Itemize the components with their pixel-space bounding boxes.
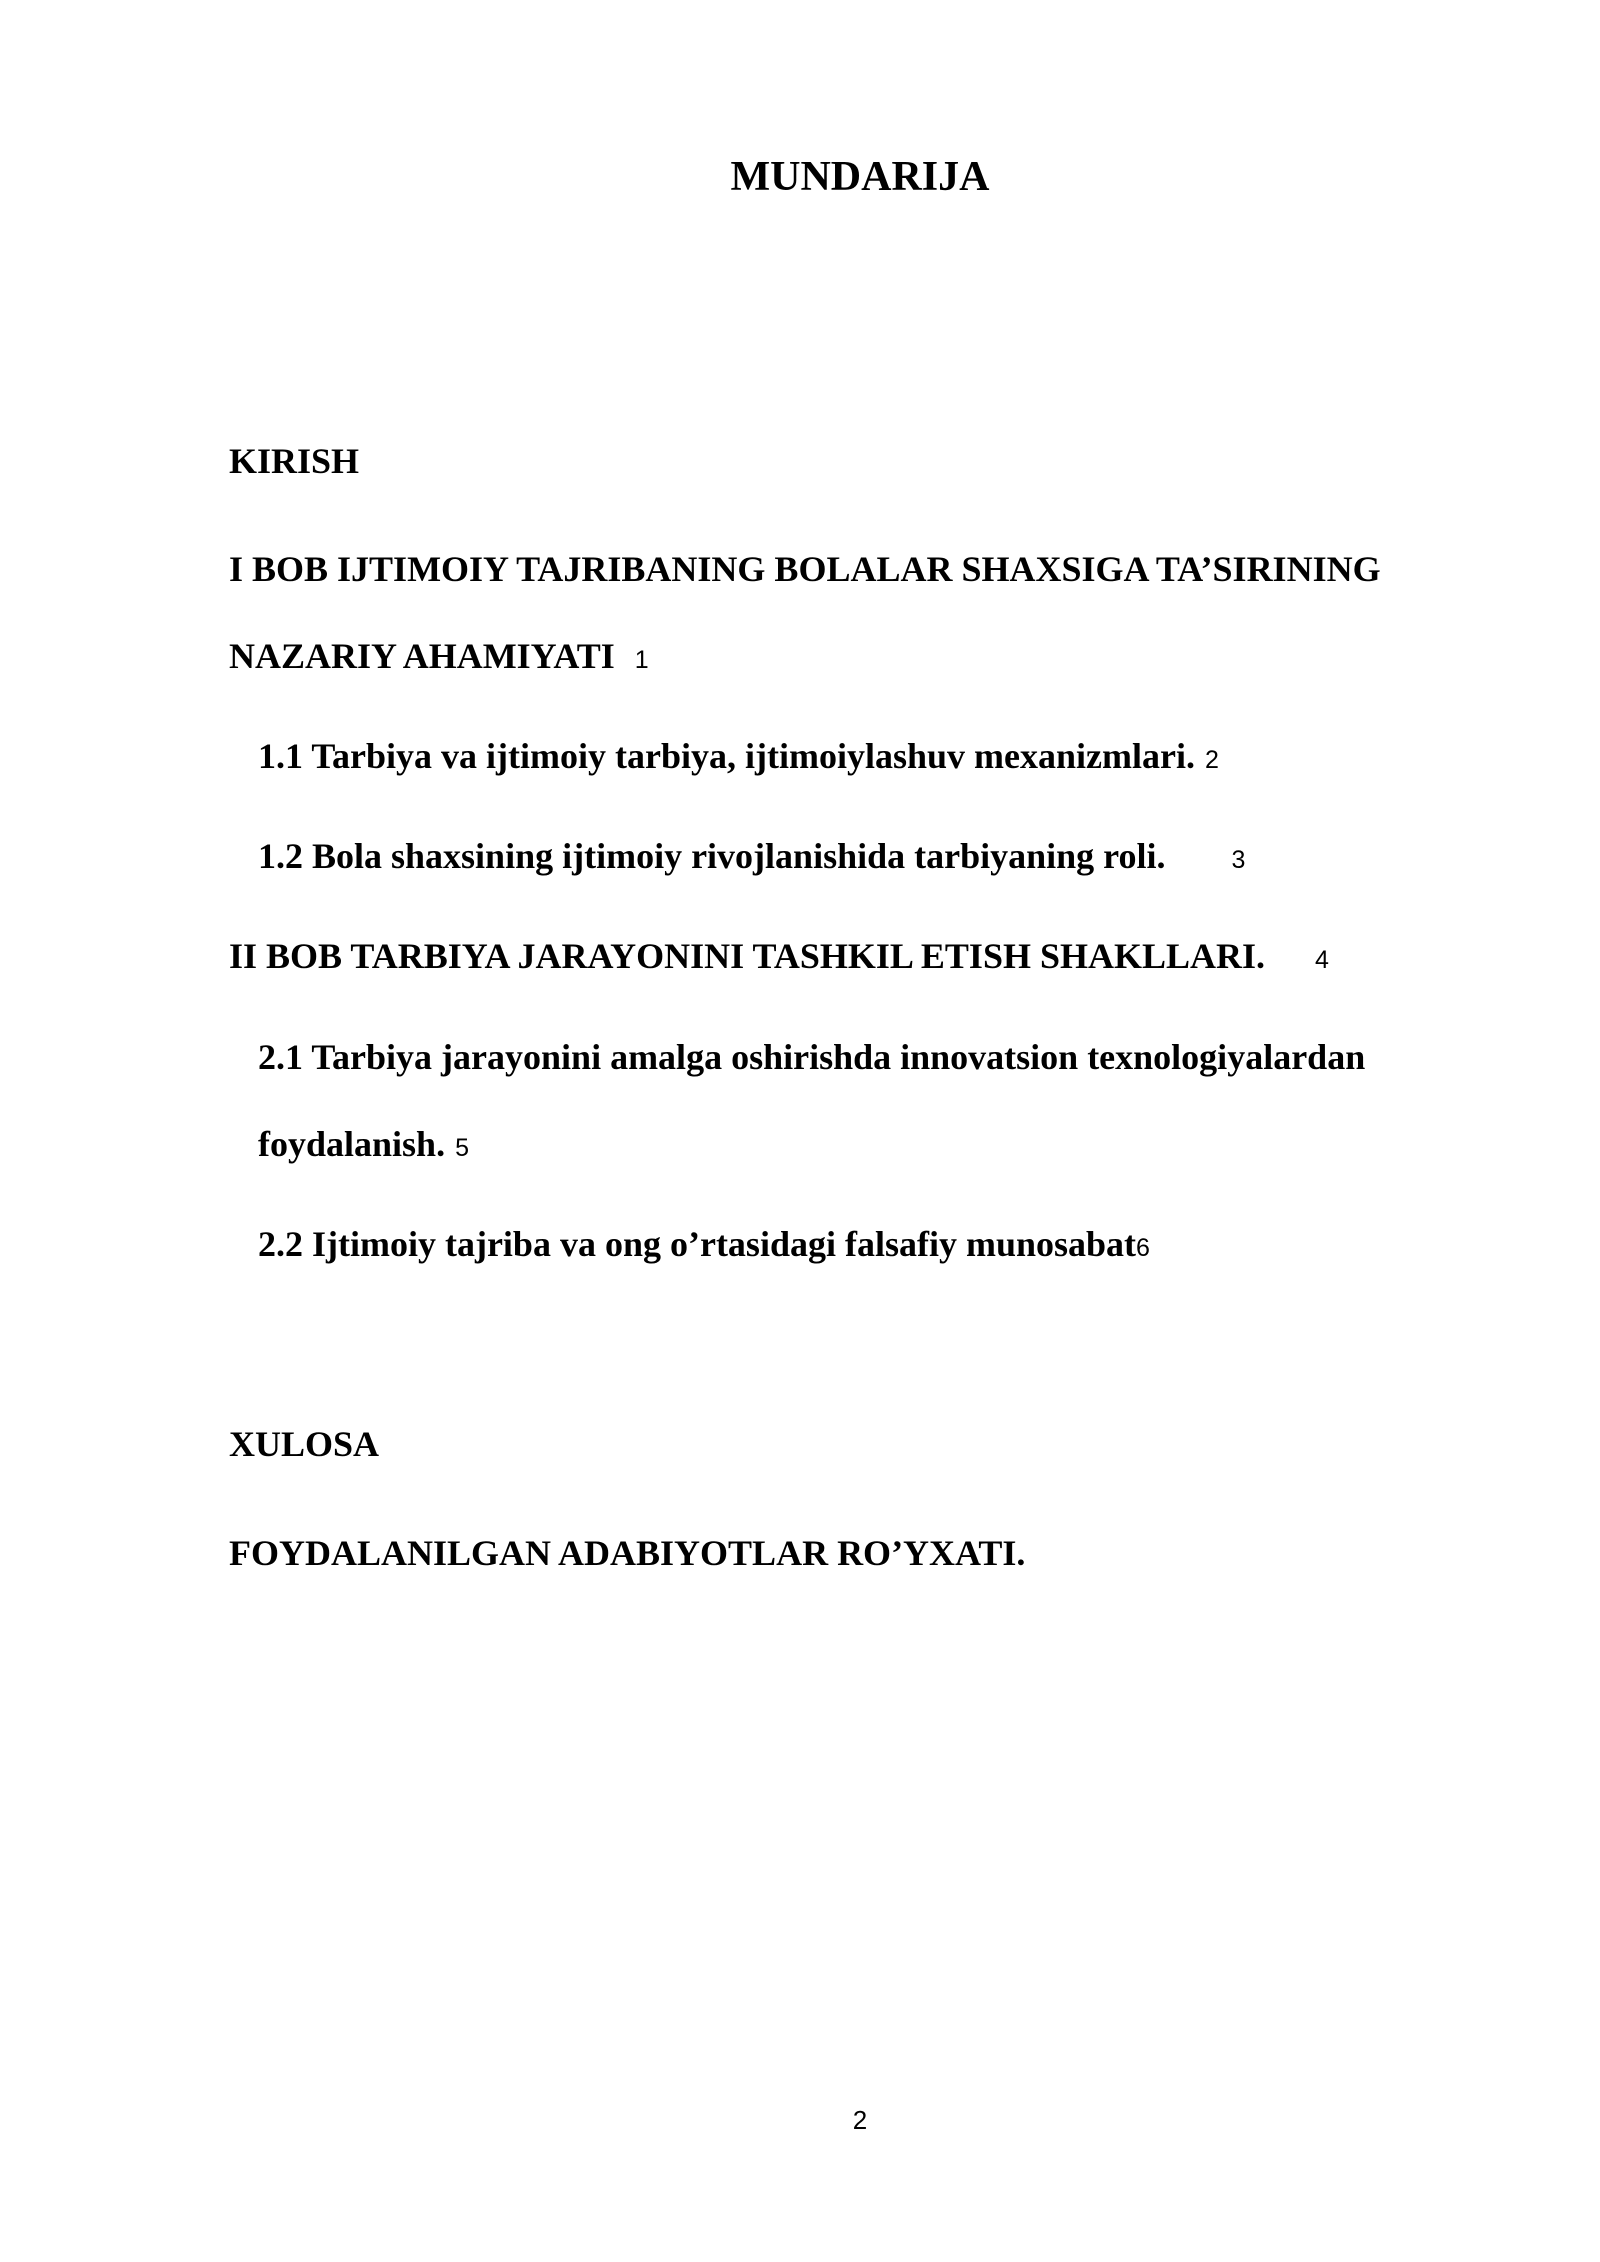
toc-chapter1-line1 — [229, 547, 1381, 591]
toc-section-2-1-page: 5 — [455, 1134, 469, 1162]
toc-section-2-2-page: 6 — [1136, 1234, 1150, 1262]
toc-section-1-2 — [258, 834, 1245, 882]
toc-section-2-1-line2 — [258, 1122, 469, 1170]
toc-section-1-1-label: 1.1 Tarbiya va ijtimoiy tarbiya, ijtimoiylashuv mexanizmlari. — [258, 736, 1195, 776]
toc-chapter2-label: II BOB TARBIYA JARAYONINI TASHKIL ETISH SHAKLLARI. — [229, 936, 1266, 976]
toc-section-1-1-page: 2 — [1204, 746, 1219, 774]
toc-intro-label: KIRISH — [229, 441, 360, 481]
toc-chapter1-line2 — [229, 634, 649, 682]
toc-intro — [229, 439, 359, 483]
toc-section-1-2-page: 3 — [1231, 846, 1246, 874]
toc-chapter2-page: 4 — [1315, 946, 1329, 974]
toc-section-2-1-label-line2: foydalanish. — [258, 1124, 446, 1164]
toc-chapter1-page: 1 — [634, 646, 649, 674]
toc-conclusion — [229, 1422, 379, 1466]
toc-references-label: FOYDALANILGAN ADABIYOTLAR RO’YXATI. — [229, 1533, 1026, 1573]
toc-section-2-1-label-line1: 2.1 Tarbiya jarayonini amalga oshirishda innovatsion texnologiyalardan — [258, 1037, 1366, 1077]
toc-chapter2 — [229, 934, 1329, 982]
toc-section-2-2 — [258, 1222, 1150, 1270]
page-title: MUNDARIJA — [730, 154, 990, 200]
toc-section-2-2-label: 2.2 Ijtimoiy tajriba va ong o’rtasidagi falsafiy munosabat — [258, 1224, 1137, 1264]
toc-section-1-2-label: 1.2 Bola shaxsining ijtimoiy rivojlanishida tarbiyaning roli. — [258, 836, 1166, 876]
toc-conclusion-label: XULOSA — [229, 1424, 380, 1464]
toc-references — [229, 1531, 1025, 1575]
toc-section-2-1-line1 — [258, 1035, 1365, 1079]
toc-section-1-1 — [258, 734, 1219, 782]
page-number: 2 — [852, 2105, 868, 2135]
toc-chapter1-label-line1: I BOB IJTIMOIY TAJRIBANING BOLALAR SHAXSIGA TA’SIRINING — [229, 549, 1381, 589]
toc-chapter1-label-line2: NAZARIY AHAMIYATI — [229, 636, 615, 676]
